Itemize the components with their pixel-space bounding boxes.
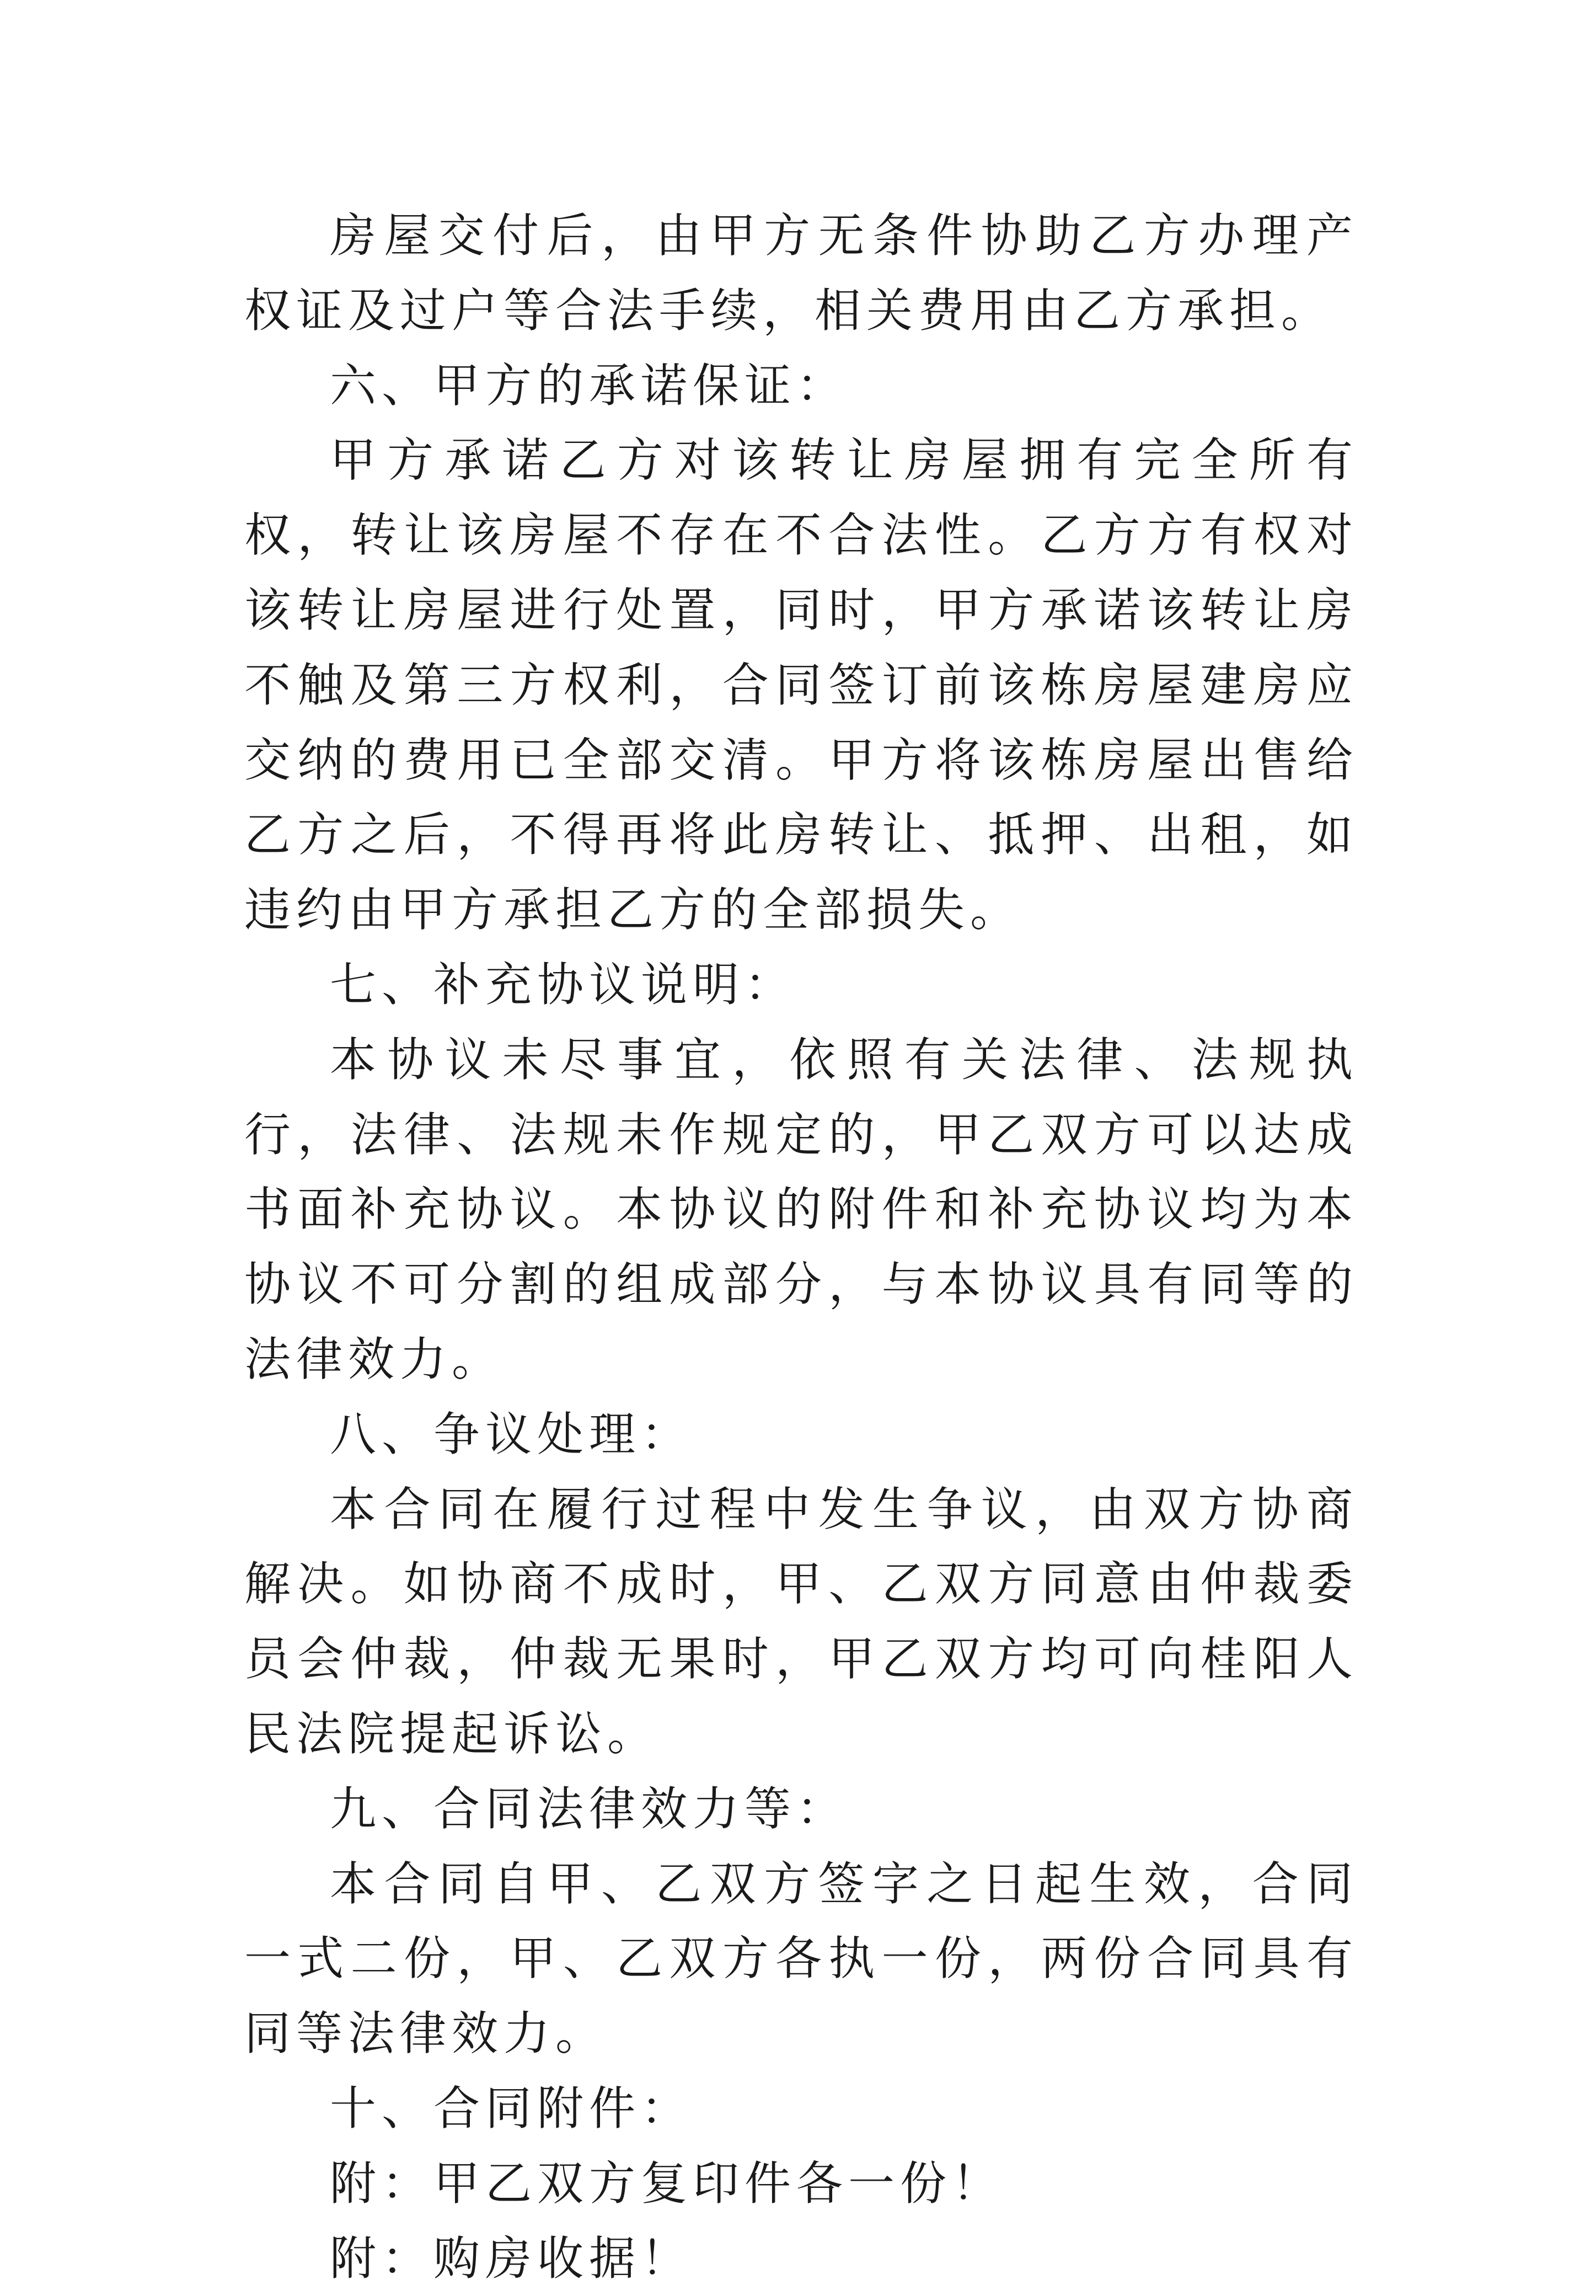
attachment-item-receipt: 附：购房收据！: [330, 2231, 693, 2286]
paragraph-supplement: 本协议未尽事宜，依照有关法律、法规执行，法律、法规未作规定的，甲乙双方可以达成书面补充协议。本协议的附件和补充协议均为本协议不可分割的组成部分，与本协议具有同等的法律效力。: [244, 1032, 1358, 1386]
document-body: [244, 199, 1358, 2296]
paragraph-dispute: 本合同在履行过程中发生争议，由双方协商解决。如协商不成时，甲、乙双方同意由仲裁委员会仲裁，仲裁无果时，甲乙双方均可向桂阳人民法院提起诉讼。: [244, 1482, 1358, 1761]
section-heading-9: 九、合同法律效力等：: [330, 1781, 849, 1836]
paragraph-validity: 本合同自甲、乙双方签字之日起生效，合同一式二份，甲、乙双方各执一份，两份合同具有同等法律效力。: [244, 1856, 1358, 2061]
section-heading-10: 十、合同附件：: [330, 2081, 693, 2135]
section-heading-7: 七、补充协议说明：: [330, 957, 797, 1012]
section-heading-8: 八、争议处理：: [330, 1407, 693, 1461]
attachment-item-copies: 附：甲乙双方复印件各一份！: [330, 2156, 1004, 2210]
paragraph-guarantee: 甲方承诺乙方对该转让房屋拥有完全所有权，转让该房屋不存在不合法性。乙方方有权对该转让房屋进行处置，同时，甲方承诺该转让房不触及第三方权利，合同签订前该栋房屋建房应交纳的费用已全部交清。甲方将该栋房屋出售给乙方之后，不得再将此房转让、抵押、出租，如违约由甲方承担乙方的全部损失。: [244, 433, 1358, 937]
paragraph-handover: 房屋交付后，由甲方无条件协助乙方办理产权证及过户等合法手续，相关费用由乙方承担。: [244, 209, 1358, 338]
section-heading-6: 六、甲方的承诺保证：: [330, 358, 849, 413]
